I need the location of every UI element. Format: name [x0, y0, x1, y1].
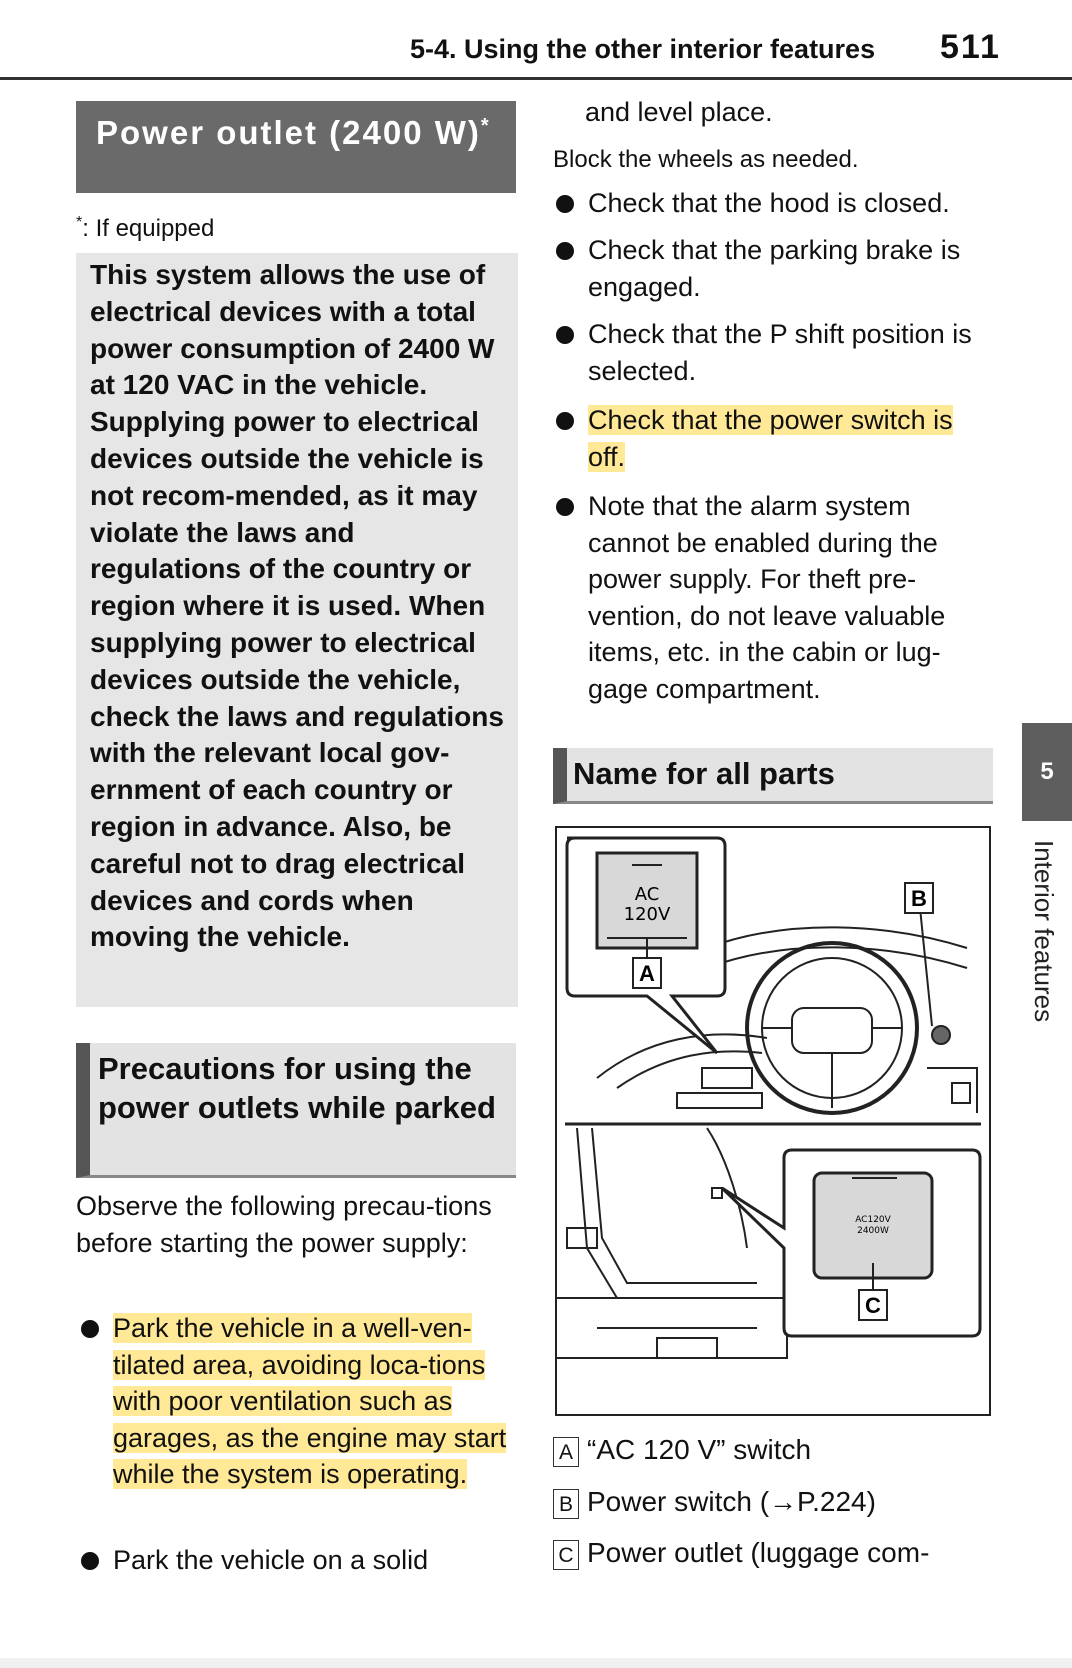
- legend-item: [553, 1486, 876, 1519]
- footnote-asterisk: *: [76, 214, 83, 231]
- parts-illustration: [557, 828, 989, 1414]
- footnote-text: : If equipped: [82, 215, 215, 242]
- bullet-text-alarm: Note that the alarm system cannot be enabled during the power supply. For theft pre-vention, do not leave valuable items, etc. in the cabin or lug-gage compartment.: [588, 491, 946, 704]
- bullet-dot: [556, 498, 574, 516]
- power-switch-button: [932, 1026, 950, 1044]
- precautions-title: Precautions for using the power outlets while parked: [98, 1051, 496, 1125]
- bullet-text-brake: Check that the parking brake is engaged.: [588, 235, 961, 302]
- bullet-dot: [81, 1552, 99, 1570]
- power-outlet-heading: [76, 101, 516, 193]
- intro-text: This system allows the use of electrical devices with a total power consumption of 2400 W at 120 VAC in the vehicle. Supplying power to electrical devices outside the vehicle is not recom-mended, as it may violate the laws and regulations of the country or region where it is used. When supplying power to electrical devices outside the vehicle, check the laws and regulations with the relevant local gov-ernment of each country or region in advance. Also, be careful not to drag electrical devices and cords when moving the vehicle.: [90, 259, 504, 953]
- power-outlet-title: Power outlet (2400 W): [96, 114, 481, 151]
- continuation-text: and level place.: [585, 97, 773, 127]
- parts-diagram: [555, 826, 991, 1416]
- chapter-label: [1020, 840, 1072, 1100]
- chapter-label-text: Interior features: [1029, 840, 1059, 1023]
- header-divider: [0, 77, 1072, 80]
- bullet-text-shift: Check that the P shift position is selected.: [588, 319, 972, 386]
- ac-switch-label-1: AC: [634, 884, 660, 905]
- intro-box: [76, 253, 518, 1007]
- list-item: [556, 185, 996, 222]
- list-item: [556, 488, 996, 707]
- marker-b: B: [911, 886, 927, 911]
- precautions-heading: [76, 1043, 516, 1178]
- outlet-label-2: 2400W: [857, 1226, 889, 1236]
- footnote: [76, 214, 214, 243]
- list-item: [81, 1542, 521, 1579]
- legend-key: C: [553, 1540, 579, 1570]
- page-bottom-edge: [0, 1658, 1072, 1668]
- bullet-dot: [556, 412, 574, 430]
- legend-text: “AC 120 V” switch: [587, 1434, 812, 1465]
- block-note: Block the wheels as needed.: [553, 146, 859, 173]
- header-section-title: 5-4. Using the other interior features: [410, 34, 876, 64]
- bullet-dot: [556, 242, 574, 260]
- marker-a: A: [639, 961, 655, 986]
- names-heading: [553, 748, 993, 804]
- legend-text: Power outlet (luggage com-: [587, 1537, 930, 1568]
- leader-b: [919, 898, 932, 1026]
- bullet-text-hood: Check that the hood is closed.: [588, 188, 950, 218]
- list-item: [556, 402, 996, 475]
- page-number: 511: [940, 28, 1001, 66]
- marker-c: C: [865, 1293, 881, 1318]
- bullet-dot: [81, 1320, 99, 1338]
- bullet-text-ventilation: Park the vehicle in a well-ven-tilated area, avoiding loca-tions with poor ventilation such as garages, as the engine may start while the system is operating.: [113, 1313, 507, 1489]
- list-item: [556, 316, 996, 389]
- luggage-drawing: [557, 1128, 787, 1358]
- outlet-label-1: AC120V: [855, 1215, 891, 1225]
- legend-key: A: [553, 1437, 579, 1467]
- chapter-tab: 5: [1022, 723, 1072, 821]
- legend-text: Power switch (→P.224): [587, 1486, 876, 1517]
- title-asterisk: *: [480, 115, 491, 137]
- ac-switch-label-2: 120V: [623, 904, 671, 925]
- bullet-dot: [556, 326, 574, 344]
- names-title: Name for all parts: [573, 756, 835, 791]
- precautions-intro: Observe the following precau-tions before starting the power supply:: [76, 1191, 492, 1258]
- list-item: [81, 1310, 521, 1493]
- bullet-text-power-switch: Check that the power switch is off.: [588, 405, 953, 472]
- legend-item: [553, 1537, 929, 1570]
- list-item: [556, 232, 996, 305]
- bullet-dot: [556, 195, 574, 213]
- bullet-text-solid: Park the vehicle on a solid: [113, 1545, 429, 1575]
- legend-key: B: [553, 1489, 579, 1519]
- legend-item: [553, 1434, 811, 1467]
